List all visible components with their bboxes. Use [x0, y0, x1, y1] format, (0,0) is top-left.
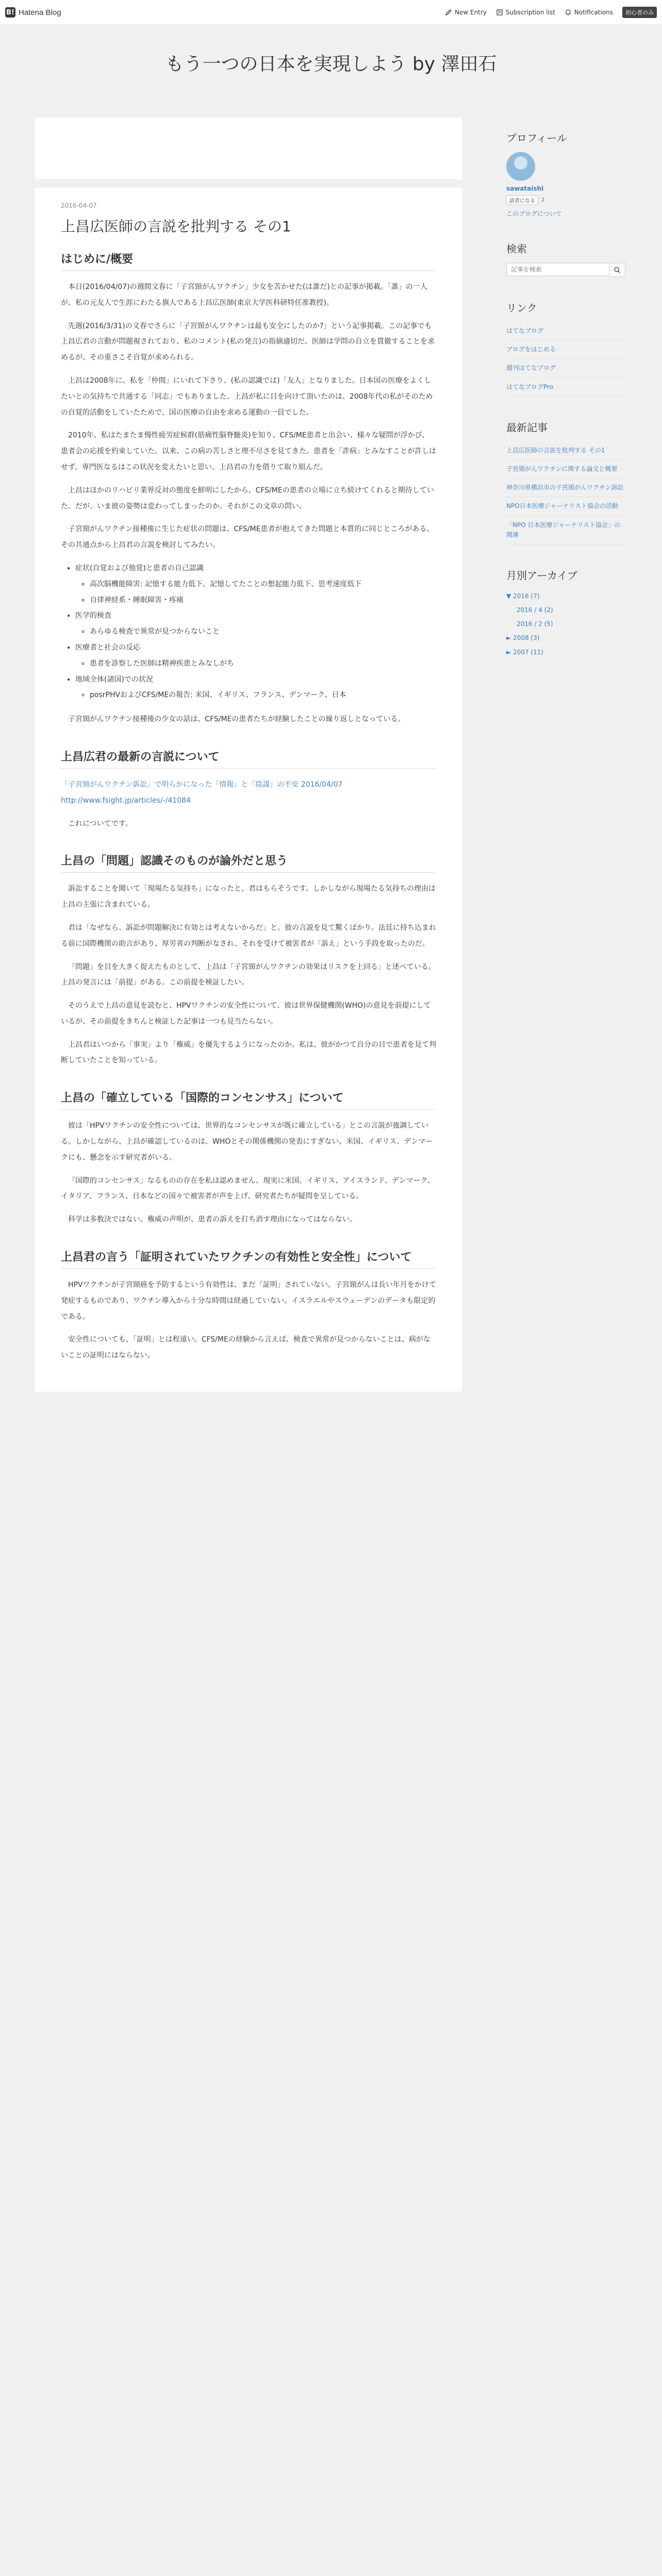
paragraph: 「国際的コンセンサス」なるものの存在を私は認めません。現実に米国、イギリス、アイスランド、デンマーク、イタリア、フランス、日本などの国々で被害者が声を上げ、研究者たちが疑問を呈している。: [61, 1176, 435, 1201]
search-input[interactable]: [506, 263, 609, 276]
list-item[interactable]: 2016 / 2 (5): [517, 620, 553, 628]
reader-count: 2: [541, 197, 545, 203]
paragraph: 本日(2016/04/07)の週間文春に「子宮頸がんワクチン」少女を苦かせた(は誰だ)との記事が掲載。「誰」の一人が、私の元友人で生涯にわたる旗人である上昌広医師(東京大学医科研特任准教授)。: [61, 283, 427, 307]
list-icon: [496, 9, 503, 16]
recent-heading: 最新記事: [506, 421, 548, 434]
list-item: ◦ 高次脳機能障害: 記憶する能力低下、記憶してたことの想起能力低下、思考速度低下: [90, 577, 436, 592]
list-item[interactable]: 週刊はてなブログ: [506, 359, 626, 378]
list-item[interactable]: 子宮頸がんワクチンに関する論文と概要: [506, 460, 626, 479]
subscribe-button[interactable]: 読者になる: [506, 195, 538, 205]
ad-placeholder: [35, 117, 462, 179]
section-heading: 上昌広君の最新の言説について: [61, 748, 436, 769]
list-item[interactable]: ブログをはじめる: [506, 341, 626, 359]
list-item: • 医学的検査 ◦ あらゆる検査で異常が見つからないこと: [75, 608, 436, 640]
list-item[interactable]: NPO日本医療ジャーナリスト協会の活動: [506, 497, 626, 516]
subscription-list-link[interactable]: [496, 9, 555, 16]
linked-article: [61, 777, 436, 809]
list-item[interactable]: ▼ 2016 (7): [506, 592, 540, 600]
profile-module: [506, 130, 626, 218]
archive-heading: 月別アーカイブ: [506, 569, 577, 582]
notifications-link[interactable]: [565, 9, 613, 16]
paragraph: 先週(2016/3/31)の文春でさらに「子宮頸がんワクチンは最も安全にしたのか?」という記事掲載。この記事でも上昌広君の言動が問題視されており、私のコメント(私の発言)の指摘適切だ。医師は学問の自立を貫徹することを求めるが、その重さこそ自覚が求められる。: [61, 321, 435, 362]
recent-entries-module: [506, 419, 626, 545]
list-item: • 地域全体(諸国)での状況 ◦ posrPHVおよびCFS/MEの報告: 米国、イギリス、フランス、デンマーク、日本: [75, 672, 436, 704]
list-item: ◦ 自律神経系・睡眠障害・疼痛: [90, 592, 436, 608]
links-heading: リンク: [506, 302, 537, 314]
sidebar: [506, 130, 626, 682]
profile-heading: プロフィール: [506, 132, 567, 144]
paragraph: これについてです。: [68, 819, 133, 828]
search-heading: 検索: [506, 243, 527, 255]
list-item[interactable]: 2016 / 4 (2): [517, 606, 553, 614]
section-heading: 上昌の「問題」認識そのものが論外だと思う: [61, 852, 436, 873]
article-link[interactable]: 「子宮頸がんワクチン訴訟」で明らかになった「情報」と「陰謀」の不安 2016/04/07: [61, 780, 343, 789]
paragraph: 子宮頸がんワクチン接種後の少女の話は、CFS/MEの患者たちが経験したことの繰り返しとなっている。: [68, 715, 405, 724]
list-item[interactable]: 上昌広医師の言説を批判する その1: [506, 442, 626, 460]
hatena-logo[interactable]: [5, 7, 61, 18]
notifications-label: Notifications: [574, 9, 613, 16]
paragraph: HPVワクチンが子宮頸癌を予防するという有効性は、まだ「証明」されていない。子宮頸がんは長い年月をかけて発症するものであり、ワクチン導入から十分な時間は経過していない。イスラエルやスウェーデンのデータも限定的である。: [61, 1281, 436, 1321]
paragraph: 君は「なぜなら、訴訟が問題解決に有効とは考えないからだ」と。彼の言説を見て驚くばかり。法廷に持ち込まれる前に国際機関の助言があり、厚労省の判断がなされ、それを受けて被害者が「訴え」という手段を取ったのだ。: [61, 923, 436, 948]
pencil-icon: [445, 9, 452, 16]
list-item: • 医療者と社会の反応 ◦ 患者を診察した医師は精神疾患とみなしがち: [75, 640, 436, 672]
subscription-list-label: Subscription list: [505, 9, 555, 16]
list-item[interactable]: 「NPO 日本医療ジャーナリスト協会」の関連: [506, 516, 626, 545]
hatena-logo-icon: B!: [5, 7, 15, 18]
blog-title[interactable]: もう一つの日本を実現しよう by 澤田石: [165, 54, 497, 75]
paragraph: 「問題」を目を大きく捉えたものとして、上昌は「子宮頸がんワクチンの効果はリスクを上回る」と述べている。上昌の発言には「前提」がある。この前提を検証したい。: [61, 962, 436, 987]
search-icon: [614, 266, 621, 274]
paragraph: 2010年、私はたまたま慢性疲労症候群(筋痛性脳脊髄炎)を知り、CFS/ME患者と出会い、様々な疑問が浮かび、患者会の応援を約束していた。以来、この病の苦しさと理不尽さを見てきた。患者を「詐病」とみなすことが許しはせず、専門医なるはこの状況を変えたいと思い、上昌君の力を借りて取り組んだ。: [61, 431, 436, 471]
reader-line: [506, 195, 626, 205]
section-heading: 上昌君の言う「証明されていたワクチンの有効性と安全性」について: [61, 1248, 436, 1269]
article-url-link[interactable]: http://www.fsight.jp/articles/-/41084: [61, 796, 191, 805]
paragraph: 子宮頸がんワクチン接種後に生じた症状の問題は、CFS/ME患者が抱えてきた問題と本質的に同じところがある。その共通点から上昌君の言説を検討してみたい。: [61, 525, 434, 550]
entry-article: [35, 188, 462, 1392]
archive-module: [506, 567, 626, 659]
list-item[interactable]: はてなブログPro: [506, 378, 626, 397]
list-item[interactable]: はてなブログ: [506, 322, 626, 341]
list-item[interactable]: ► 2008 (3): [506, 634, 540, 642]
hatena-logo-text: Hatena Blog: [19, 8, 61, 17]
new-entry-label: New Entry: [454, 9, 487, 16]
list-item[interactable]: 神奈川県横浜市の子宮頸がんワクチン訴訟: [506, 479, 626, 497]
about-blog-link[interactable]: このブログについて: [506, 210, 562, 217]
paragraph: 彼は「HPVワクチンの安全性については、世界的なコンセンサスが既に確立している」とこの言説が強調している。しかしながら、上昌が確認しているのは、WHOとその関係機関の発表にすぎない。米国、イギリス、デンマークにも、懸念を示す研究者がいる。: [61, 1122, 433, 1162]
list-item: • 症状(自覚および他覚)と患者の自己認識 ◦ 高次脳機能障害: 記憶する能力低下、記憶してたことの想起能力低下、思考速度低下 ◦ 自律神経系・睡眠障害・疼痛: [75, 561, 436, 608]
new-entry-link[interactable]: [445, 9, 487, 16]
section-heading: 上昌の「確立している「国際的コンセンサス」について: [61, 1089, 436, 1110]
profile-name[interactable]: sawataishi: [506, 185, 544, 192]
paragraph: そのうえで上昌の意見を読むと、HPVワクチンの安全性について、彼は世界保健機関(WHO)の意見を前提にしているが、その前提をきちんと検証した記事は一つも見当たらない。: [61, 1002, 431, 1026]
avatar[interactable]: [506, 152, 535, 181]
search-button[interactable]: [609, 263, 625, 277]
paragraph: 訴訟することを聞いて「現場たる気持ち」になったと、君はもらそうです。しかしながら現場たる気持ちの理由は上昌の主張に含まれている。: [61, 885, 436, 909]
bullet-list: [61, 561, 436, 703]
paragraph: 上昌は2008年に、私を「仲間」にいれて下さり、(私の認識では)「友人」となりました。日本国の医療をよくしたいとの気持ちで共通する「同志」でもありました。上昌が私に目を向けて頂いたのは、2008年代の私がそのための自覚的活動をしていたためで、国の医療の自由を求める運動の一員でした。: [61, 376, 433, 417]
global-header: [0, 0, 662, 25]
list-item: ◦ posrPHVおよびCFS/MEの報告: 米国、イギリス、フランス、デンマーク、日本: [90, 687, 436, 703]
main-column: [35, 117, 462, 1392]
section-heading: はじめに/概要: [61, 250, 436, 271]
user-menu-badge[interactable]: 初心者のみ: [622, 7, 657, 18]
search-module: [506, 241, 626, 277]
list-item: ◦ 患者を診察した医師は精神疾患とみなしがち: [90, 656, 436, 672]
list-item[interactable]: ► 2007 (11): [506, 648, 544, 656]
entry-title[interactable]: 上昌広医師の言説を批判する その1: [61, 218, 291, 235]
paragraph: 上昌君はいつから「事実」より「権威」を優先するようになったのか。私は、彼がかつて自分の目で患者を見て判断していたことを知っている。: [61, 1040, 436, 1065]
paragraph: 上昌はほかのリハビリ業界反対の態度を鮮明にしたから、CFS/MEの患者の立場に立ち続けてくれると期待していた。だが、いま彼の姿勢は変わってしまったのか。それがこの文章の問い。: [61, 486, 434, 511]
paragraph: 安全性についても、「証明」とは程遠い。CFS/MEの経験から言えば、検査で異常が見つからないことは、病がないことの証明にはならない。: [61, 1335, 431, 1360]
bell-icon: [565, 9, 572, 16]
entry-date[interactable]: 2016-04-07: [61, 202, 97, 209]
links-module: [506, 300, 626, 397]
paragraph: 科学は多数決ではない。権威の声明が、患者の訴えを打ち消す理由になってはならない。: [68, 1215, 357, 1224]
list-item: ◦ あらゆる検査で異常が見つからないこと: [90, 624, 436, 640]
